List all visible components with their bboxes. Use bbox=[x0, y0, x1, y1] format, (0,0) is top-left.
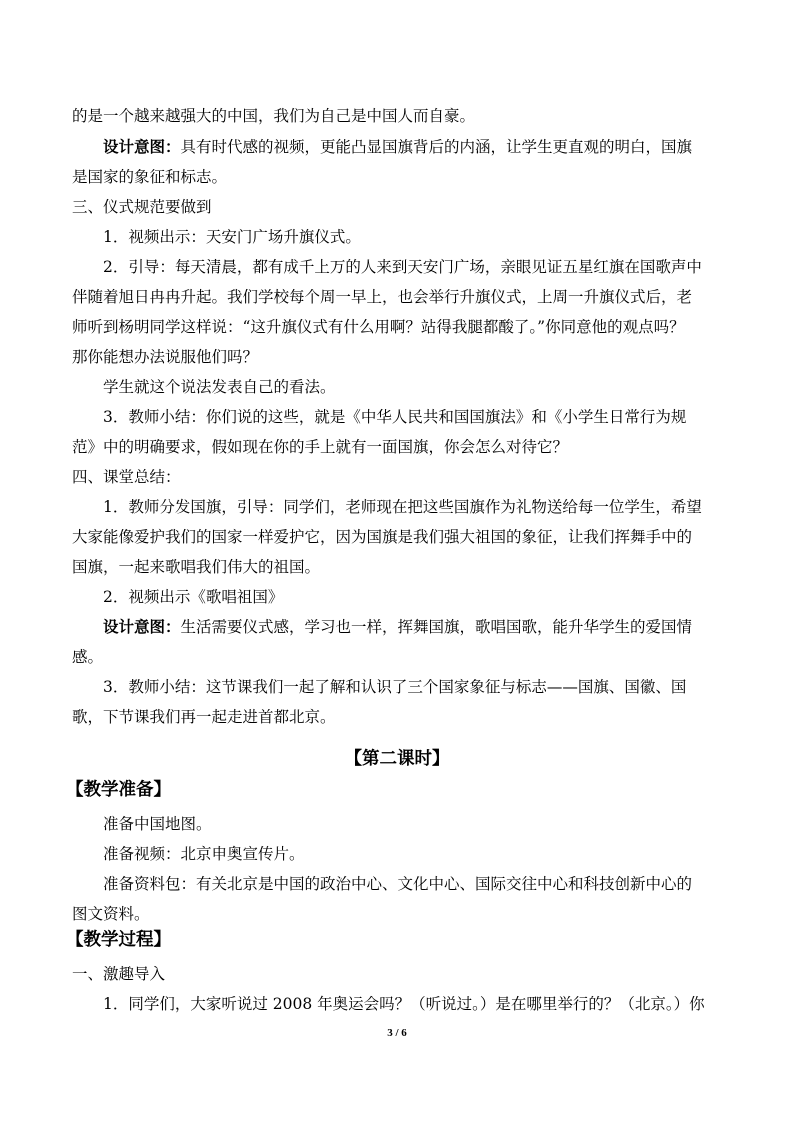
list-item: 准备资料包：有关北京是中国的政治中心、文化中心、国际交往中心和科技创新中心的 bbox=[103, 875, 693, 893]
design-intent-label: 设计意图： bbox=[103, 617, 181, 636]
list-item: 3．教师小结：你们说的这些，就是《中华人民共和国国旗法》和《小学生日常行为规 bbox=[103, 408, 687, 426]
lesson-title: 【第二课时】 bbox=[344, 749, 450, 769]
paragraph-line: 学生就这个说法发表自己的看法。 bbox=[103, 378, 336, 396]
paragraph-line: 图文资料。 bbox=[72, 905, 150, 923]
design-intent-text: 生活需要仪式感，学习也一样，挥舞国旗，歌唱国歌，能升华学生的爱国情 bbox=[180, 618, 693, 636]
prep-heading: 【教学准备】 bbox=[66, 780, 171, 800]
section-title: 四、课堂总结： bbox=[72, 468, 181, 486]
paragraph-line: 那你能想办法说服他们吗？ bbox=[72, 348, 259, 366]
design-intent-line bbox=[103, 617, 692, 637]
list-item: 准备中国地图。 bbox=[103, 815, 212, 833]
paragraph-line: 是国家的象征和标志。 bbox=[72, 168, 228, 186]
section-title: 三、仪式规范要做到 bbox=[72, 198, 212, 216]
list-item: 2．引导：每天清晨，都有成千上万的人来到天安门广场，亲眼见证五星红旗在国歌声中 bbox=[103, 258, 702, 276]
design-intent-label: 设计意图： bbox=[103, 137, 181, 156]
design-intent-text: 具有时代感的视频，更能凸显国旗背后的内涵，让学生更直观的明白，国旗 bbox=[180, 138, 693, 156]
list-item: 2．视频出示《歌唱祖国》 bbox=[103, 588, 284, 606]
paragraph-line: 范》中的明确要求，假如现在你的手上就有一面国旗，你会怎么对待它？ bbox=[72, 438, 569, 456]
page-number: 3 / 6 bbox=[387, 1027, 407, 1039]
design-intent-line bbox=[103, 137, 692, 157]
process-heading: 【教学过程】 bbox=[66, 930, 171, 950]
list-item: 1．教师分发国旗，引导：同学们，老师现在把这些国旗作为礼物送给每一位学生，希望 bbox=[103, 498, 702, 516]
paragraph-line: 感。 bbox=[72, 648, 104, 666]
section-title: 一、激趣导入 bbox=[72, 965, 166, 983]
paragraph-line: 国旗，一起来歌唱我们伟大的祖国。 bbox=[72, 558, 321, 576]
paragraph-line: 歌，下节课我们再一起走进首都北京。 bbox=[72, 708, 336, 726]
list-item: 1．同学们，大家听说过 2008 年奥运会吗？（听说过。）是在哪里举行的？（北京。）你 bbox=[103, 995, 705, 1013]
list-item: 1．视频出示：天安门广场升旗仪式。 bbox=[103, 228, 361, 246]
paragraph-line: 伴随着旭日冉冉升起。我们学校每个周一早上，也会举行升旗仪式，上周一升旗仪式后，老 bbox=[72, 288, 693, 306]
paragraph-line: 的是一个越来越强大的中国，我们为自己是中国人而自豪。 bbox=[72, 107, 476, 125]
paragraph-line: 大家能像爱护我们的国家一样爱护它，因为国旗是我们强大祖国的象征，让我们挥舞手中的 bbox=[72, 528, 693, 546]
list-item: 准备视频：北京申奥宣传片。 bbox=[103, 845, 305, 863]
list-item: 3．教师小结：这节课我们一起了解和认识了三个国家象征与标志——国旗、国徽、国 bbox=[103, 678, 687, 696]
paragraph-line: 师听到杨明同学这样说：“这升旗仪式有什么用啊？站得我腿都酸了。”你同意他的观点吗？ bbox=[72, 318, 685, 336]
